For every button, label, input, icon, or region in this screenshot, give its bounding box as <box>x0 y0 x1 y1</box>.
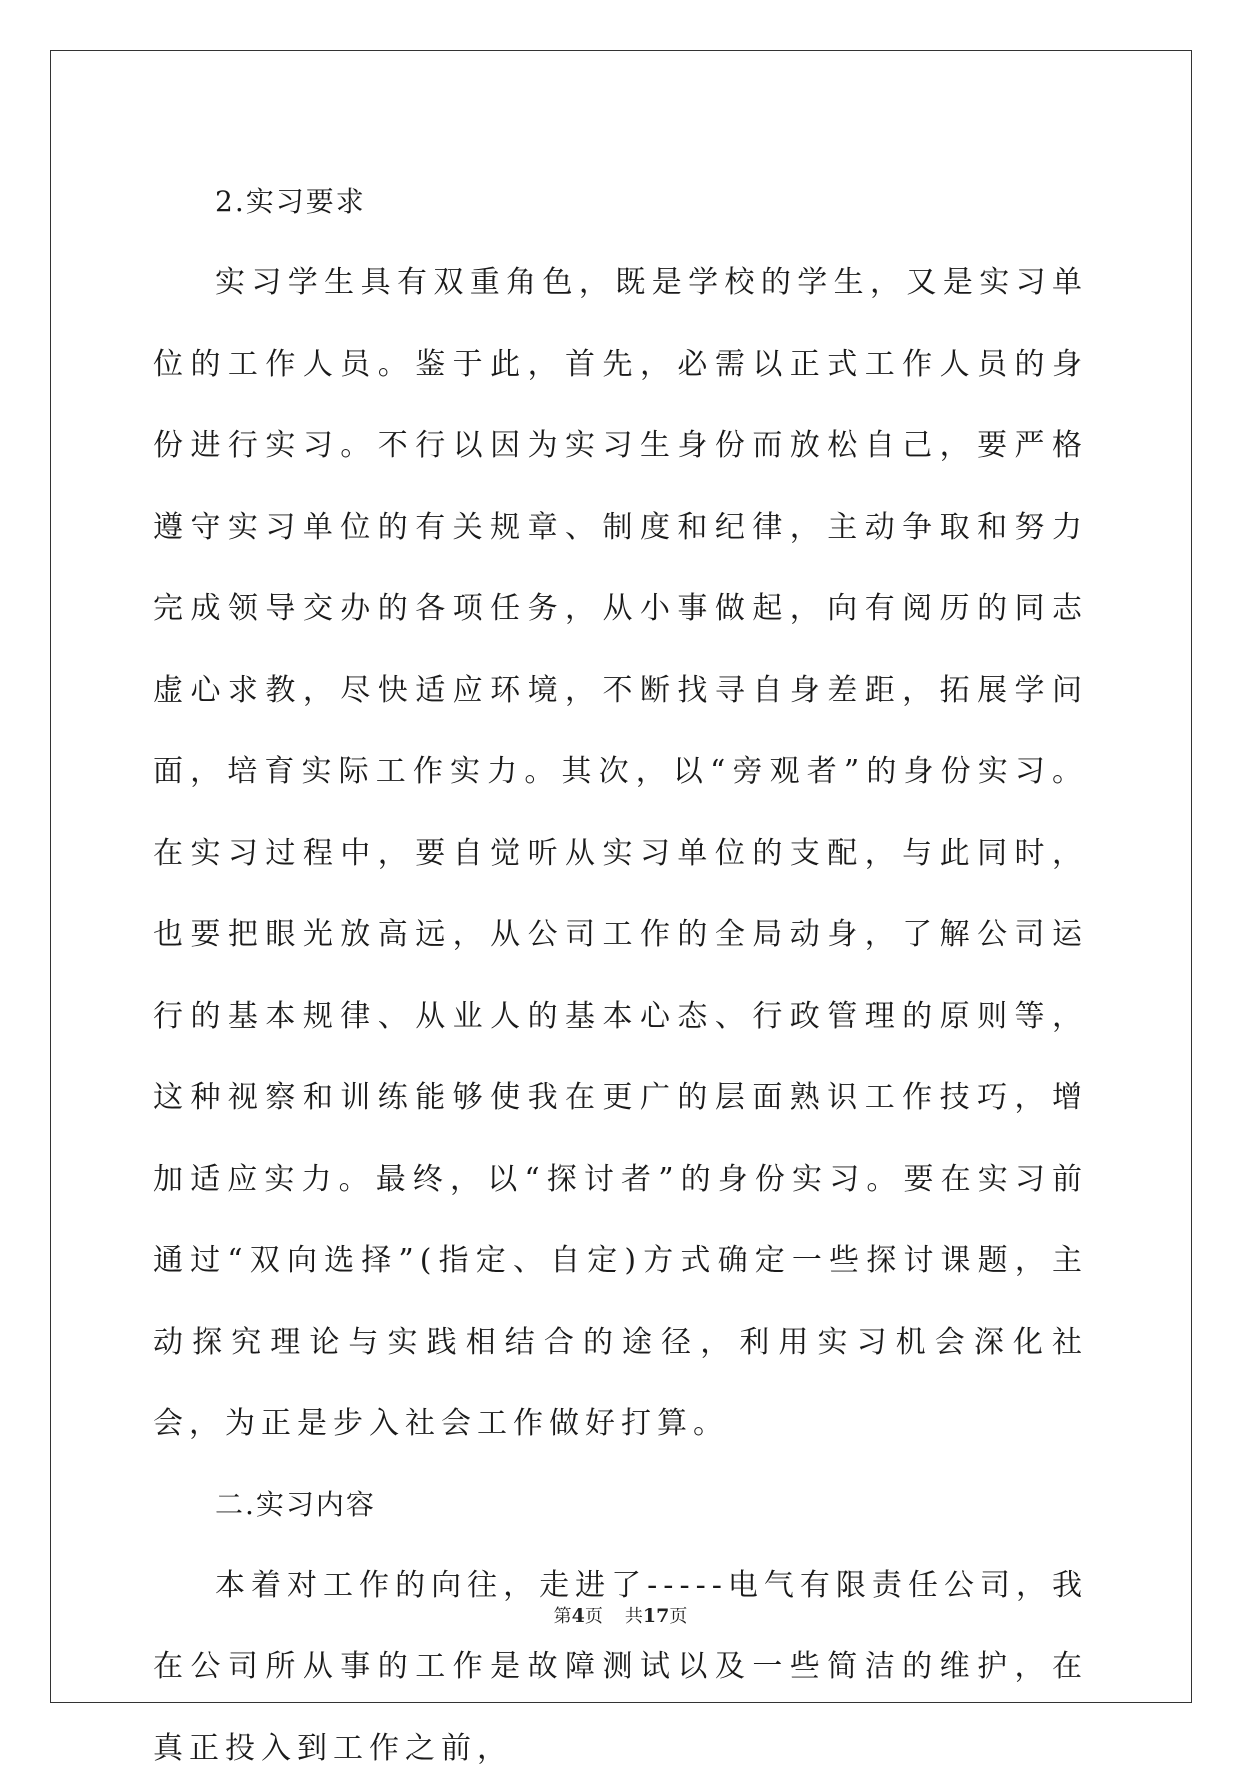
page-footer <box>0 1602 1241 1628</box>
document-body <box>153 162 1088 1789</box>
paragraph-requirements: 实习学生具有双重角色，既是学校的学生，又是实习单位的工作人员。鉴于此，首先，必需以正式工作人员的身份进行实习。不行以因为实习生身份而放松自己，要严格遵守实习单位的有关规章、制度和纪律，主动争取和努力完成领导交办的各项任务，从小事做起，向有阅历的同志虚心求教，尽快适应环境，不断找寻自身差距，拓展学问面，培育实际工作实力。其次，以“旁观者”的身份实习。在实习过程中，要自觉听从实习单位的支配，与此同时，也要把眼光放高远，从公司工作的全局动身，了解公司运行的基本规律、从业人的基本心态、行政管理的原则等，这种视察和训练能够使我在更广的层面熟识工作技巧，增加适应实力。最终，以“探讨者”的身份实习。要在实习前通过“双向选择”(指定、自定)方式确定一些探讨课题，主动探究理论与实践相结合的途径，利用实习机会深化社会，为正是步入社会工作做好打算。 <box>153 242 1088 1465</box>
page-suffix: 页 <box>585 1606 603 1627</box>
total-pages: 17 <box>643 1605 669 1627</box>
section-heading-requirements: 2.实习要求 <box>153 162 1088 242</box>
total-suffix: 页 <box>669 1606 687 1627</box>
section-heading-content: 二.实习内容 <box>153 1465 1088 1545</box>
total-prefix: 共 <box>625 1606 643 1627</box>
page-prefix: 第 <box>554 1606 572 1627</box>
paragraph-content: 本着对工作的向往，走进了-----电气有限责任公司，我在公司所从事的工作是故障测试以及一些简洁的维护，在真正投入到工作之前， <box>153 1545 1088 1789</box>
page-number: 4 <box>572 1605 585 1627</box>
